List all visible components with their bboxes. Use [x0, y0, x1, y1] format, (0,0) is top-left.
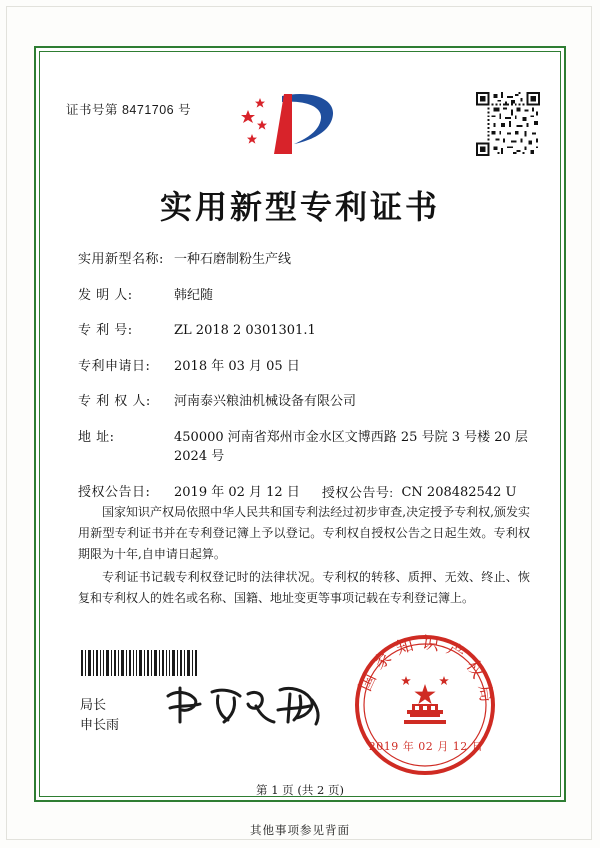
field-row-inventor — [78, 286, 528, 306]
field-value: 韩纪随 — [174, 287, 214, 303]
field-label: 专 利 权 人: — [78, 394, 151, 409]
fields-block — [78, 250, 528, 518]
signature-title — [80, 696, 119, 736]
field-value: ZL 2018 2 0301301.1 — [174, 323, 316, 338]
field-label-grant-number: 授权公告号: — [321, 484, 394, 500]
official-red-seal — [352, 632, 498, 778]
page-title: 实用新型专利证书 — [159, 188, 440, 226]
field-row-application-date — [78, 357, 528, 377]
field-label: 地 址: — [78, 429, 115, 445]
field-value-grant-date: 2019 年 02 月 12 日 — [174, 484, 300, 500]
footer-note: 其他事项参见背面 — [250, 823, 350, 837]
field-row-address — [78, 428, 528, 467]
cnipa-logo — [238, 88, 338, 160]
legal-paragraph-2: 专利证书记载专利权登记时的法律状况。专利权的转移、质押、无效、终止、恢复和专利权人的姓名或名称、国籍、地址变更等事项记载在专利登记簿上。 — [78, 570, 530, 605]
handwritten-signature — [160, 678, 330, 738]
signature-title-line1: 局长 — [80, 698, 107, 713]
field-label: 发 明 人: — [78, 287, 133, 303]
field-label: 实用新型名称: — [78, 252, 164, 267]
field-value: 2018 年 03 月 05 日 — [174, 358, 300, 374]
svg-text:国家知识产权局: 国家知识产权局 — [355, 633, 497, 711]
legal-text-block — [78, 502, 530, 611]
page-indicator: 第 1 页 (共 2 页) — [256, 783, 344, 797]
field-label: 专 利 号: — [78, 323, 133, 338]
qr-code — [476, 92, 540, 156]
field-value: 河南泰兴粮油机械设备有限公司 — [174, 394, 357, 409]
field-label-grant-date: 授权公告日: — [78, 484, 151, 500]
field-value-grant-number: CN 208482542 U — [401, 484, 517, 500]
field-row-grant-announcement — [78, 483, 528, 503]
field-value: 一种石磨制粉生产线 — [174, 252, 292, 267]
barcode — [80, 650, 198, 676]
field-row-patentee — [78, 392, 528, 412]
field-row-patent-number — [78, 321, 528, 341]
seal-date: 2019 年 02 月 12 日 — [368, 740, 484, 753]
certificate-number: 证书号第 8471706 号 — [66, 103, 192, 117]
signature-title-line2: 申长雨 — [80, 718, 120, 734]
field-label: 专利申请日: — [78, 358, 151, 374]
legal-paragraph-1: 国家知识产权局依照中华人民共和国专利法经过初步审查,决定授予专利权,颁发实用新型专利证书并在专利登记簿上予以登记。专利权自授权公告之日起生效。专利权期限为十年,自申请日起算。 — [78, 505, 530, 561]
field-value: 450000 河南省郑州市金水区文博西路 25 号院 3 号楼 20 层 2024 号 — [174, 429, 528, 464]
field-row-utility-model-name — [78, 250, 528, 270]
